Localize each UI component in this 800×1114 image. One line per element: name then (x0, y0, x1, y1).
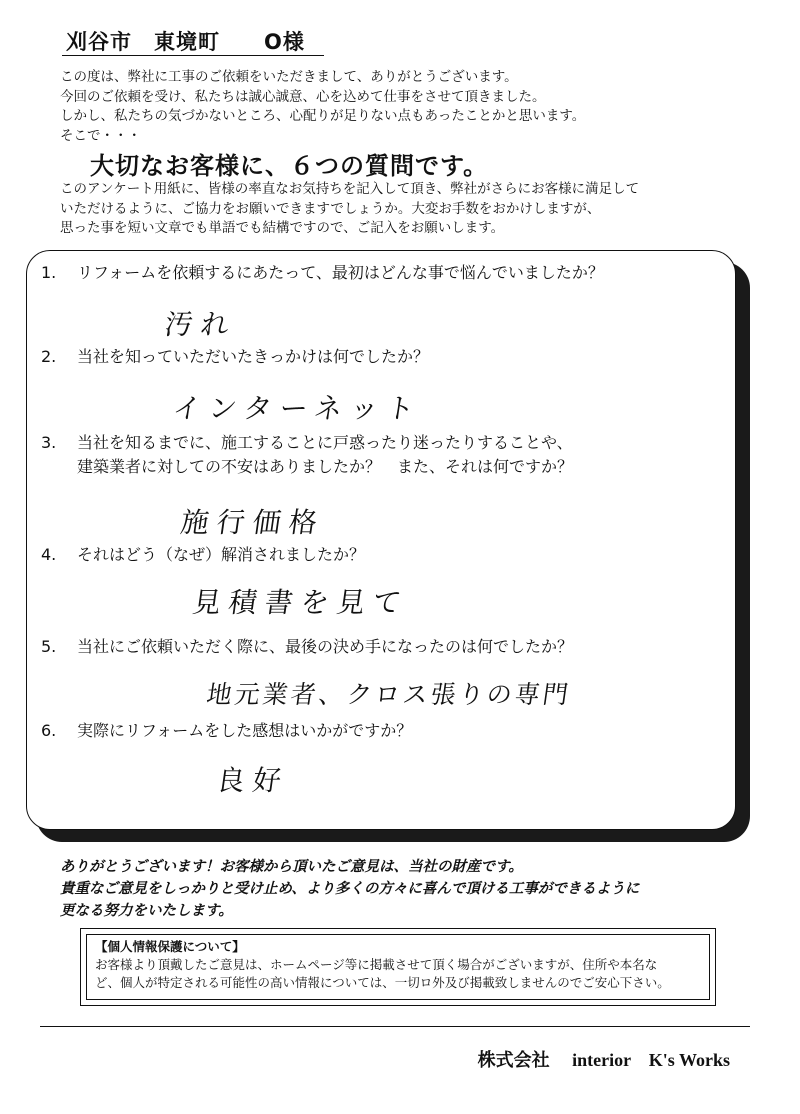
question-number: 2. (41, 347, 57, 366)
question-number: 6. (41, 721, 57, 740)
question-2 (41, 345, 429, 369)
privacy-notice-box (80, 928, 716, 1006)
intro-line: そこで・・・ (60, 127, 141, 144)
question-number: 4. (41, 545, 57, 564)
question-6 (41, 719, 412, 743)
footer-divider (40, 1026, 750, 1027)
question-text: 当社を知るまでに、施工することに戸惑ったり迷ったりすることや、 (77, 433, 573, 452)
question-5 (41, 635, 573, 659)
title-underline (62, 55, 324, 56)
privacy-notice-inner (86, 934, 710, 1000)
survey-heading: 大切なお客様に、６つの質問です。 (90, 152, 489, 180)
question-text: 建築業者に対しての不安はありましたか？ また、それは何ですか？ (77, 457, 574, 476)
request-line: 思った事を短い文章でも単語でも結構ですので、ご記入をお願いします。 (60, 220, 505, 236)
intro-line: しかし、私たちの気づかないところ、心配りが足りない点もあったことかと思います。 (60, 108, 586, 124)
intro-line: この度は、弊社に工事のご依頼をいただきまして、ありがとうございます。 (60, 69, 518, 85)
privacy-title: 【個人情報保護について】 (95, 939, 245, 954)
answer-1: 汚れ (162, 308, 240, 341)
questionnaire-card (26, 250, 736, 830)
question-number: 3. (41, 433, 57, 452)
question-text: それはどう（なぜ）解消されましたか？ (77, 545, 366, 564)
question-text: 実際にリフォームをした感想はいかがですか？ (77, 721, 413, 740)
closing-line: 貴重なご意見をしっかりと受け止め、より多くの方々に喜んで頂ける工事ができるように (60, 881, 640, 897)
question-text: リフォームを依頼するにあたって、最初はどんな事で悩んでいましたか？ (77, 263, 604, 282)
question-4 (41, 543, 365, 567)
request-line: このアンケート用紙に、皆様の率直なお気持ちを記入して頂き、弊社がさらにお客様に満足して (60, 181, 640, 197)
question-1 (41, 261, 604, 285)
answer-2: インターネット (170, 392, 425, 425)
question-text: 当社にご依頼いただく際に、最後の決め手になったのは何でしたか？ (77, 637, 574, 656)
privacy-line: お客様より頂戴したご意見は、ホームページ等に掲載させて頂く場合がございますが、住所や本名な (95, 957, 658, 972)
closing-message (60, 856, 639, 922)
privacy-line: ど、個人が特定される可能性の高い情報については、一切ロ外及び掲載致しませんのでご安心下さい。 (95, 975, 670, 990)
answer-3: 施行価格 (178, 506, 328, 539)
closing-line: ありがとうございます！お客様から頂いたご意見は、当社の財産です。 (60, 859, 523, 875)
question-3 (41, 431, 573, 479)
closing-line: 更なる努力をいたします。 (60, 903, 233, 919)
intro-text (60, 68, 585, 146)
question-text: 当社を知っていただいたきっかけは何でしたか？ (77, 347, 430, 366)
answer-6: 良好 (214, 764, 292, 797)
customer-title: 刈谷市 東境町 O様 (66, 30, 305, 54)
request-text (60, 180, 639, 239)
question-number: 1. (41, 263, 57, 282)
intro-line: 今回のご依頼を受け、私たちは誠心誠意、心を込めて仕事をさせて頂きました。 (60, 88, 546, 105)
answer-4: 見積書を見て (190, 586, 412, 619)
request-line: いただけるように、ご協力をお願いできますでしょうか。大変お手数をおかけしますが、 (60, 200, 601, 217)
question-number: 5. (41, 637, 57, 656)
company-name: 株式会社 interior K's Works (477, 1050, 730, 1070)
answer-5: 地元業者、クロス張りの専門 (204, 680, 573, 709)
